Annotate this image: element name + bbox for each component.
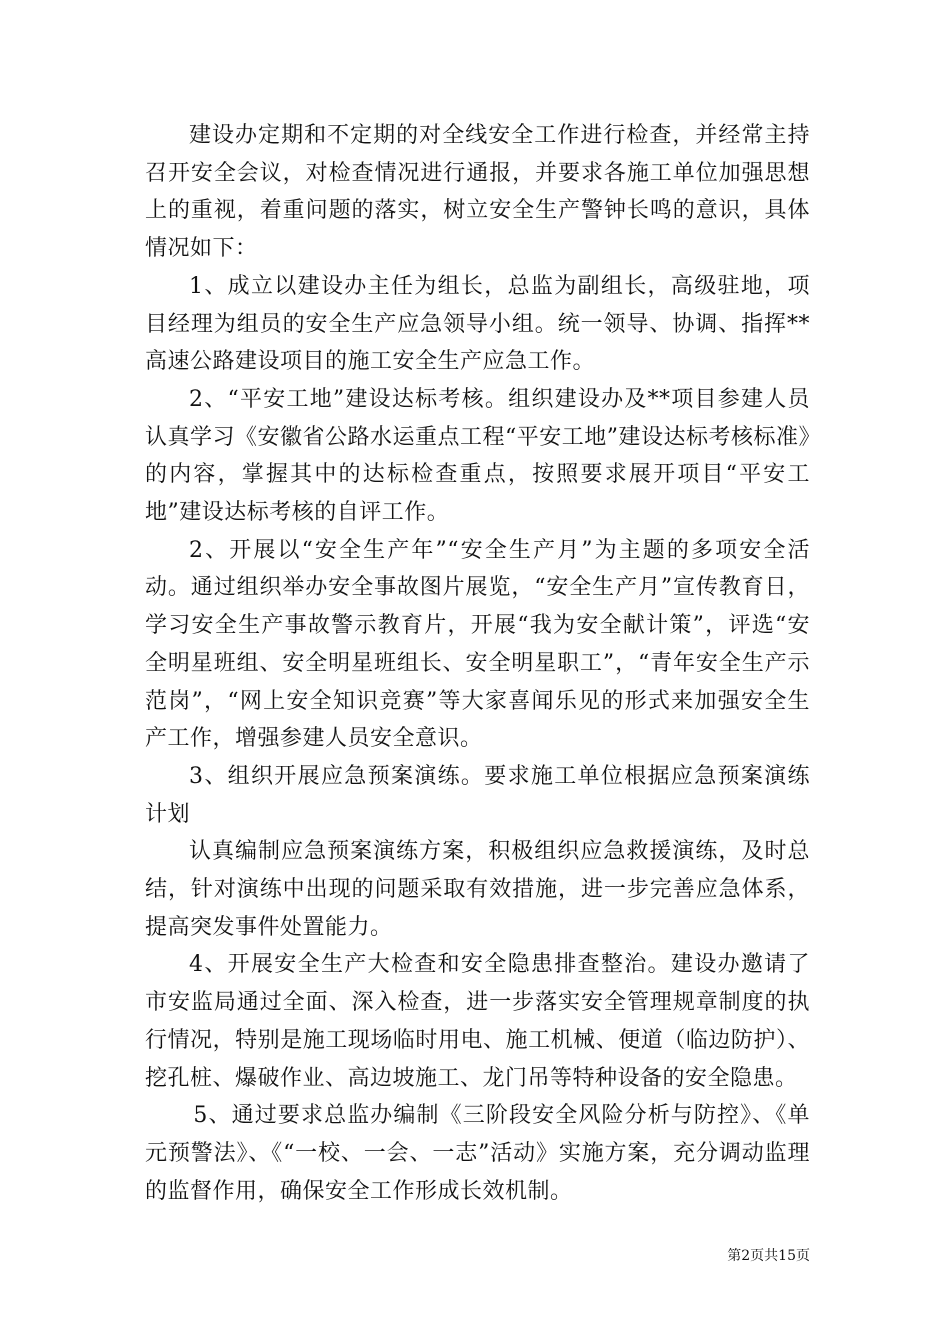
paragraph-intro: 建设办定期和不定期的对全线安全工作进行检查，并经常主持召开安全会议，对检查情况进行通报，并要求各施工单位加强思想上的重视，着重问题的落实，树立安全生产警钟长鸣的意识，具体情况如下：	[145, 123, 810, 262]
paragraph-item-4: 4、开展安全生产大检查和安全隐患排查整治。建设办邀请了市安监局通过全面、深入检查，进一步落实安全管理规章制度的执行情况，特别是施工现场临时用电、施工机械、便道（临边防护）、挖孔桩、爆破作业、高边坡施工、龙门吊等特种设备的安全隐患。	[145, 952, 810, 1091]
paragraph-item-3-continued: 认真编制应急预案演练方案，积极组织应急救援演练，及时总结，针对演练中出现的问题采取有效措施，进一步完善应急体系，提高突发事件处置能力。	[145, 839, 810, 940]
paragraph-item-3: 3、组织开展应急预案演练。要求施工单位根据应急预案演练计划	[145, 763, 810, 827]
paragraph-item-1: 1、成立以建设办主任为组长，总监为副组长，高级驻地，项目经理为组员的安全生产应急领导小组。统一领导、协调、指挥**高速公路建设项目的施工安全生产应急工作。	[145, 273, 810, 375]
document-body	[145, 117, 810, 1210]
paragraph-item-5: 5、通过要求总监办编制《三阶段安全风险分析与防控》、《单元预警法》、《“一校、一会、一志”活动》实施方案，充分调动监理的监督作用，确保安全工作形成长效机制。	[145, 1103, 810, 1204]
page-number-footer: 第2页共15页	[727, 1248, 810, 1264]
paragraph-item-2a: 2、“平安工地”建设达标考核。组织建设办及**项目参建人员认真学习《安徽省公路水运重点工程“平安工地”建设达标考核标准》的内容，掌握其中的达标检查重点，按照要求展开项目“平安工地”建设达标考核的自评工作。	[145, 386, 810, 526]
paragraph-item-2b: 2、开展以“安全生产年”“安全生产月”为主题的多项安全活动。通过组织举办安全事故图片展览，“安全生产月”宣传教育日，学习安全生产事故警示教育片，开展“我为安全献计策”，评选“安全明星班组、安全明星班组长、安全明星职工”，“青年安全生产示范岗”，“网上安全知识竞赛”等大家喜闻乐见的形式来加强安全生产工作，增强参建人员安全意识。	[145, 537, 810, 752]
